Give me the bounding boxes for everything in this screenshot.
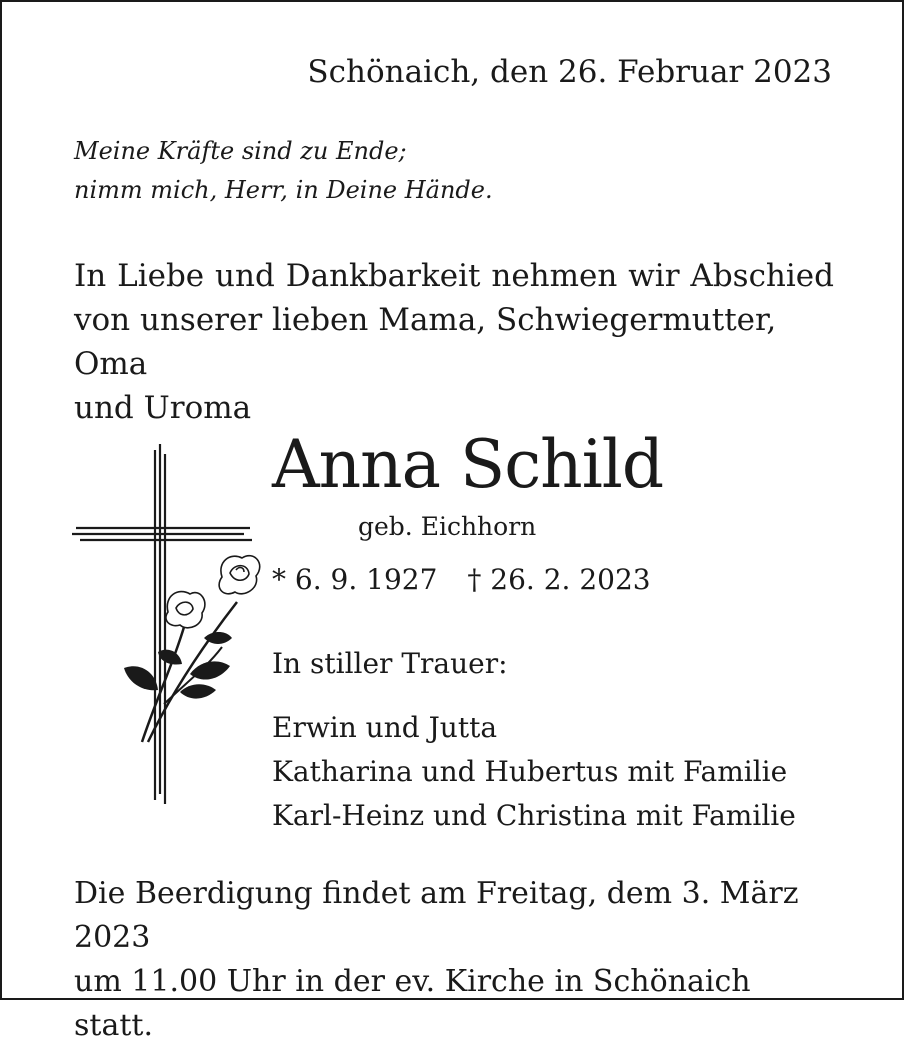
funeral-line-2: um 11.00 Uhr in der ev. Kirche in Schönaich statt. [74,964,751,1043]
birth-date: * 6. 9. 1927 [272,563,438,596]
bible-verse [74,132,493,210]
life-dates [272,563,651,596]
mourner-entry: Karl-Heinz und Christina mit Familie [272,799,796,832]
mourners-list [272,706,796,838]
mourner-entry: Erwin und Jutta [272,711,498,744]
funeral-info [74,872,834,1048]
verse-line-1: Meine Kräfte sind zu Ende; [74,137,407,165]
intro-line-2: von unserer lieben Mama, Schwiegermutter, Oma [74,302,777,382]
maiden-name: geb. Eichhorn [358,512,537,541]
mourning-heading: In stiller Trauer: [272,647,508,680]
place-date: Schönaich, den 26. Februar 2023 [307,54,832,90]
funeral-line-1: Die Beerdigung findet am Freitag, dem 3. März 2023 [74,876,799,955]
verse-line-2: nimm mich, Herr, in Deine Hände. [74,176,493,204]
mourner-entry: Katharina und Hubertus mit Familie [272,755,788,788]
deceased-name: Anna Schild [272,426,664,503]
intro-line-3: und Uroma [74,390,252,426]
cross-with-roses-icon [72,442,262,807]
intro-line-1: In Liebe und Dankbarkeit nehmen wir Abschied [74,258,834,294]
death-date: † 26. 2. 2023 [467,563,651,596]
intro-text [74,254,834,430]
